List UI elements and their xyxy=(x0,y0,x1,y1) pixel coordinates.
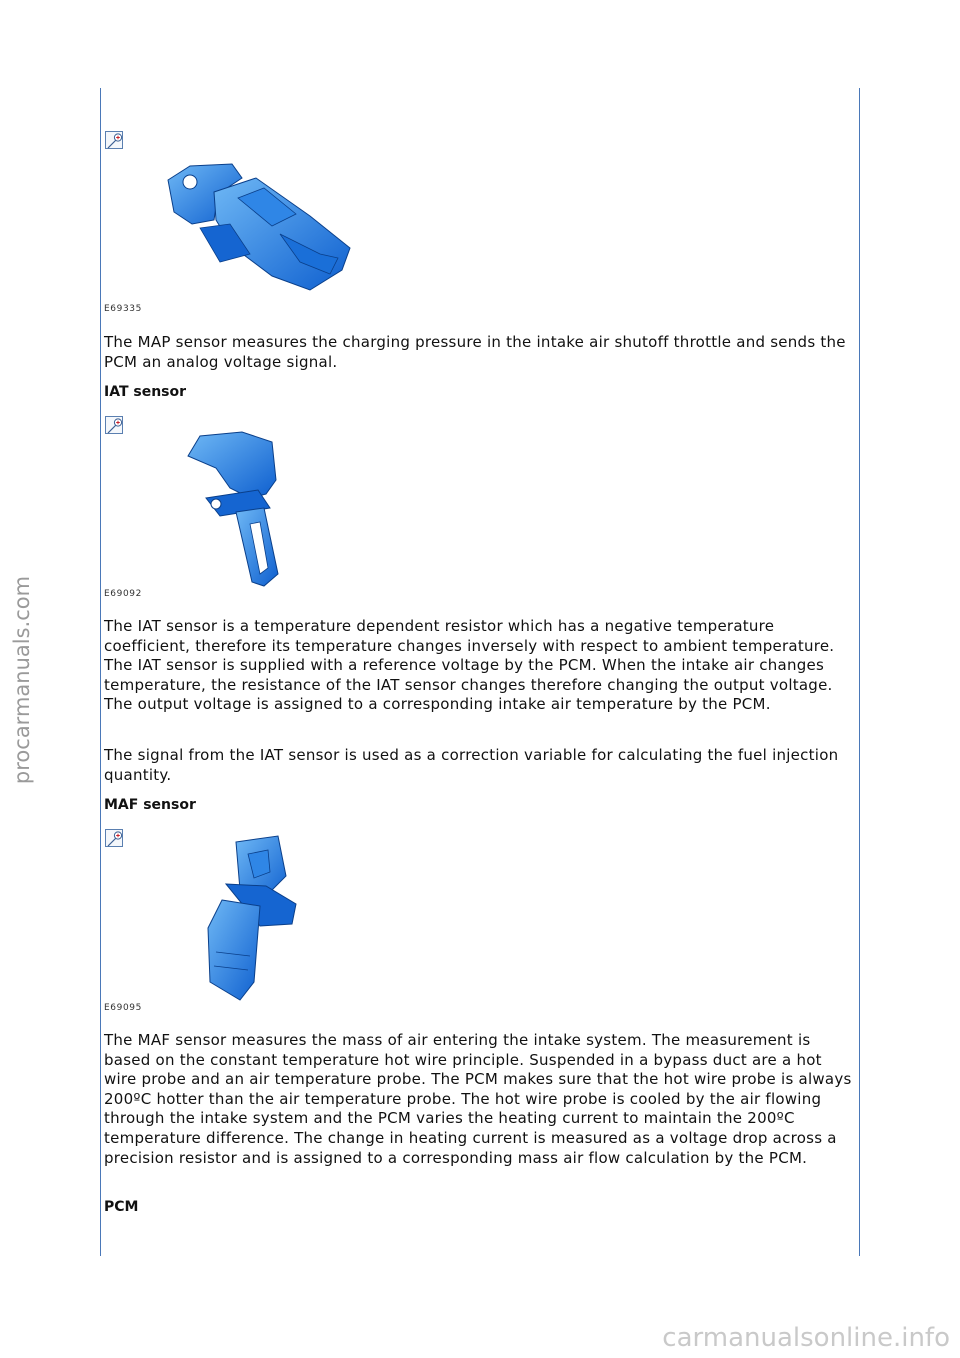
body-paragraph: The MAP sensor measures the charging pressure in the intake air shutoff throttle and sends the PCM an analog voltage signal. xyxy=(104,333,846,371)
section-heading: MAF sensor xyxy=(104,797,196,813)
section-heading: IAT sensor xyxy=(104,384,187,400)
section-heading: PCM xyxy=(104,1199,139,1215)
maf-sensor-image xyxy=(196,832,306,1004)
figure-code: E69092 xyxy=(104,589,142,599)
map-sensor-image xyxy=(160,158,360,298)
zoom-icon[interactable] xyxy=(105,131,123,149)
zoom-icon[interactable] xyxy=(105,829,123,847)
right-margin-rule xyxy=(859,88,860,1256)
body-paragraph: The signal from the IAT sensor is used as a correction variable for calculating the fuel injection quantity. xyxy=(104,746,839,784)
footer-watermark: carmanualsonline.info xyxy=(662,1323,950,1353)
side-watermark: procarmanuals.com xyxy=(10,575,34,785)
iat-sensor-image xyxy=(180,428,290,588)
figure-code: E69335 xyxy=(104,304,142,314)
body-paragraph: The MAF sensor measures the mass of air entering the intake system. The measurement is based on the constant temperature hot wire principle. Suspended in a bypass duct are a hot wire probe and an air temperature probe. The PCM makes sure that the hot wire probe is always 200ºC hotter than the air temperature probe. The hot wire probe is cooled by the air flowing through the intake system and the PCM varies the heating current to maintain the 200ºC temperature difference. The change in heating current is measured as a voltage drop across a precision resistor and is assigned to a corresponding mass air flow calculation by the PCM. xyxy=(104,1031,852,1167)
figure-code: E69095 xyxy=(104,1003,142,1013)
zoom-icon[interactable] xyxy=(105,416,123,434)
left-margin-rule xyxy=(100,88,101,1256)
body-paragraph: The IAT sensor is a temperature dependent resistor which has a negative temperature coefficient, therefore its temperature changes inversely with respect to ambient temperature. The IAT sensor is supplied with a reference voltage by the PCM. When the intake air changes temperature, the resistance of the IAT sensor changes therefore changing the output voltage. The output voltage is assigned to a corresponding intake air temperature by the PCM. xyxy=(104,617,835,714)
